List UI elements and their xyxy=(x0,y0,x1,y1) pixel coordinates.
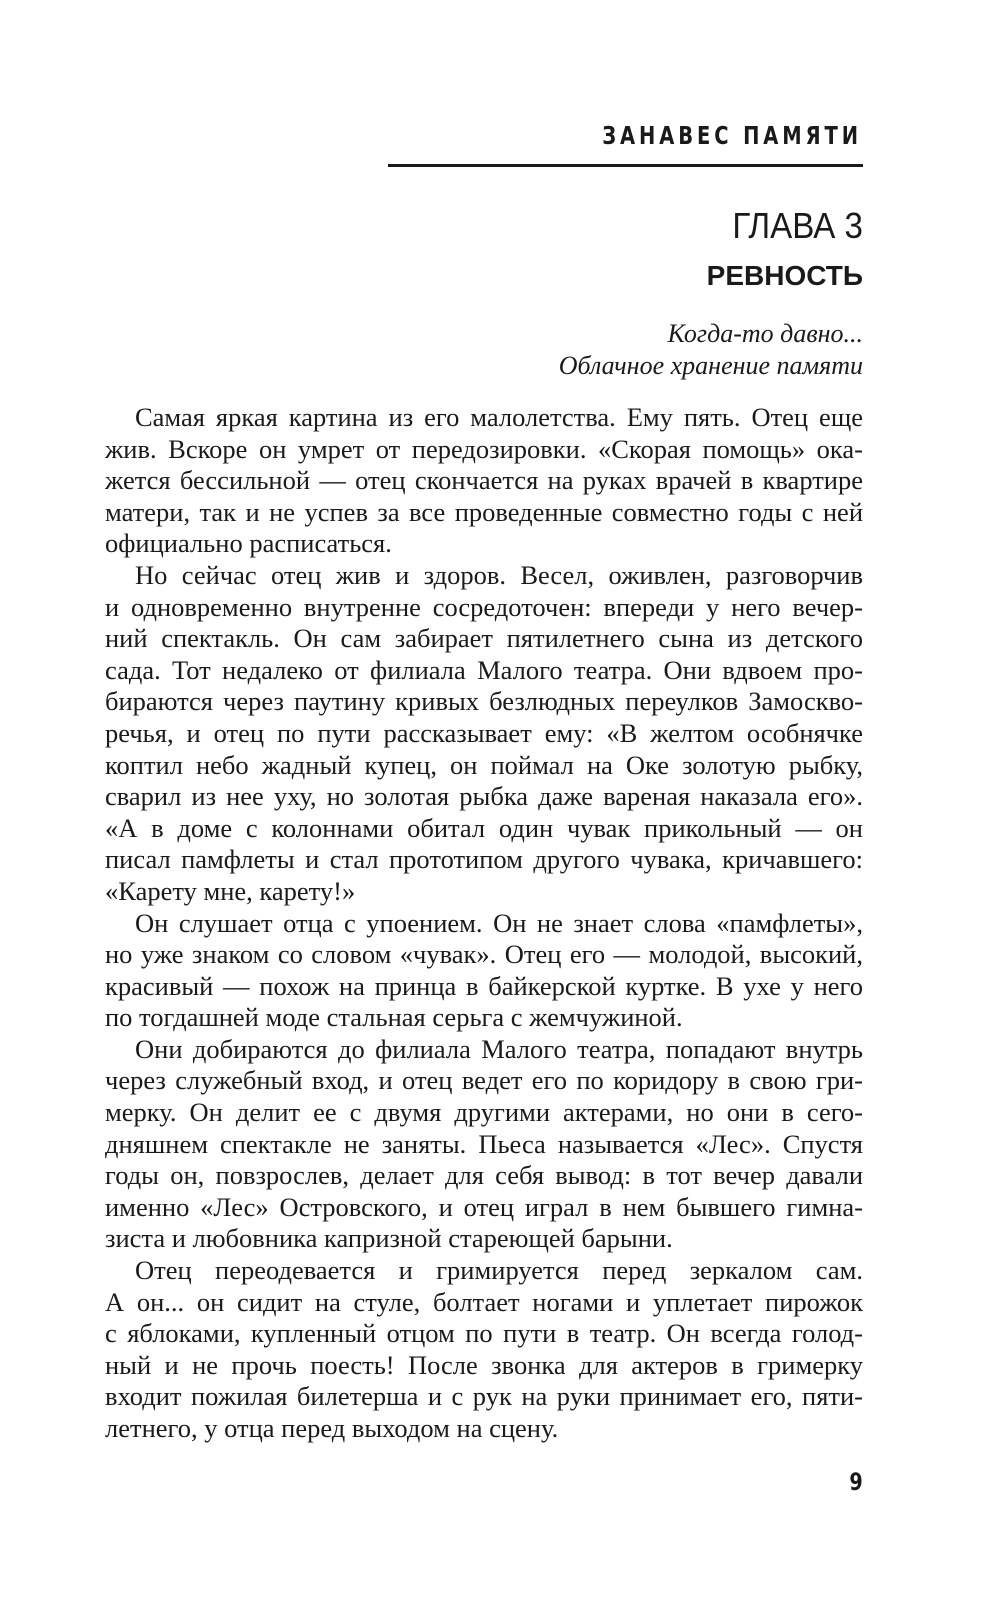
running-header: ЗАНАВЕС ПАМЯТИ xyxy=(602,121,862,150)
text-line: «А в доме с колоннами обитал один чувак прикольный — он xyxy=(105,812,863,843)
paragraph xyxy=(105,560,863,908)
paragraph xyxy=(105,402,863,560)
paragraph xyxy=(105,1034,863,1255)
epigraph xyxy=(559,318,863,382)
chapter-title: РЕВНОСТЬ xyxy=(706,260,863,291)
text-line: Он слушает отца с упоением. Он не знает слова «памфлеты», xyxy=(135,907,863,938)
text-line: официально расписаться. xyxy=(105,528,392,559)
text-line: зиста и любовника капризной стареющей барыни. xyxy=(105,1223,673,1254)
text-line: речья, и отец по пути рассказывает ему: «В желтом особнячке xyxy=(105,717,863,748)
text-line: писал памфлеты и стал прототипом другого чувака, кричавшего: xyxy=(105,844,863,875)
text-line: А он... он сидит на стуле, болтает ногами и уплетает пирожок xyxy=(105,1286,863,1317)
text-line: сада. Тот недалеко от филиала Малого театра. Они вдвоем про- xyxy=(105,654,863,685)
text-line: по тогдашней моде стальная серьга с жемчужиной. xyxy=(105,1002,683,1033)
text-line: ный и не прочь поесть! После звонка для актеров в гримерку xyxy=(105,1349,863,1380)
chapter-number: ГЛАВА 3 xyxy=(732,205,863,246)
paragraph xyxy=(105,908,863,1034)
epigraph-line: Когда-то давно... xyxy=(667,319,863,348)
text-line: входит пожилая билетерша и с рук на руки принимает его, пяти- xyxy=(105,1381,863,1412)
text-line: с яблоками, купленный отцом по пути в театр. Он всегда голод- xyxy=(105,1318,863,1349)
body-text xyxy=(105,402,863,1445)
text-line: сварил из нее уху, но золотая рыбка даже вареная наказала его». xyxy=(105,781,863,812)
text-line: и одновременно внутренне сосредоточен: впереди у него вечер- xyxy=(105,591,863,622)
text-line: годы он, повзрослев, делает для себя вывод: в тот вечер давали xyxy=(105,1160,863,1191)
text-line: Но сейчас отец жив и здоров. Весел, оживлен, разговорчив xyxy=(135,559,863,590)
text-line: Отец переодевается и гримируется перед зеркалом сам. xyxy=(135,1255,863,1286)
epigraph-line: Облачное хранение памяти xyxy=(558,351,863,380)
text-line: жется бессильной — отец скончается на руках врачей в квартире xyxy=(105,465,863,496)
text-line: Самая яркая картина из его малолетства. Ему пять. Отец еще xyxy=(135,402,863,432)
page-number: 9 xyxy=(849,1468,863,1496)
text-line: красивый — похож на принца в байкерской куртке. В ухе у него xyxy=(105,970,863,1001)
text-line: мерку. Он делит ее с двумя другими актерами, но они в сего- xyxy=(105,1097,863,1128)
text-line: коптил небо жадный купец, он поймал на Оке золотую рыбку, xyxy=(105,749,863,780)
paragraph xyxy=(105,1255,863,1445)
text-line: именно «Лес» Островского, и отец играл в нем бывшего гимна- xyxy=(105,1191,863,1222)
text-line: но уже знаком со словом «чувак». Отец его — молодой, высокий, xyxy=(105,939,863,970)
text-line: через служебный вход, и отец ведет его по коридору в свою гри- xyxy=(105,1065,863,1096)
text-line: «Карету мне, карету!» xyxy=(105,875,356,906)
text-line: матери, так и не успев за все проведенные совместно годы с ней xyxy=(105,496,863,527)
text-line: жив. Вскоре он умрет от передозировки. «Скорая помощь» ока- xyxy=(105,433,863,464)
text-line: Они добираются до филиала Малого театра, попадают внутрь xyxy=(135,1033,863,1064)
text-line: ний спектакль. Он сам забирает пятилетнего сына из детского xyxy=(105,623,863,654)
text-line: бираются через паутину кривых безлюдных переулков Замоскво- xyxy=(105,686,863,717)
header-rule xyxy=(388,164,863,167)
text-line: дняшнем спектакле не заняты. Пьеса называется «Лес». Спустя xyxy=(105,1128,863,1159)
text-line: летнего, у отца перед выходом на сцену. xyxy=(105,1413,559,1443)
